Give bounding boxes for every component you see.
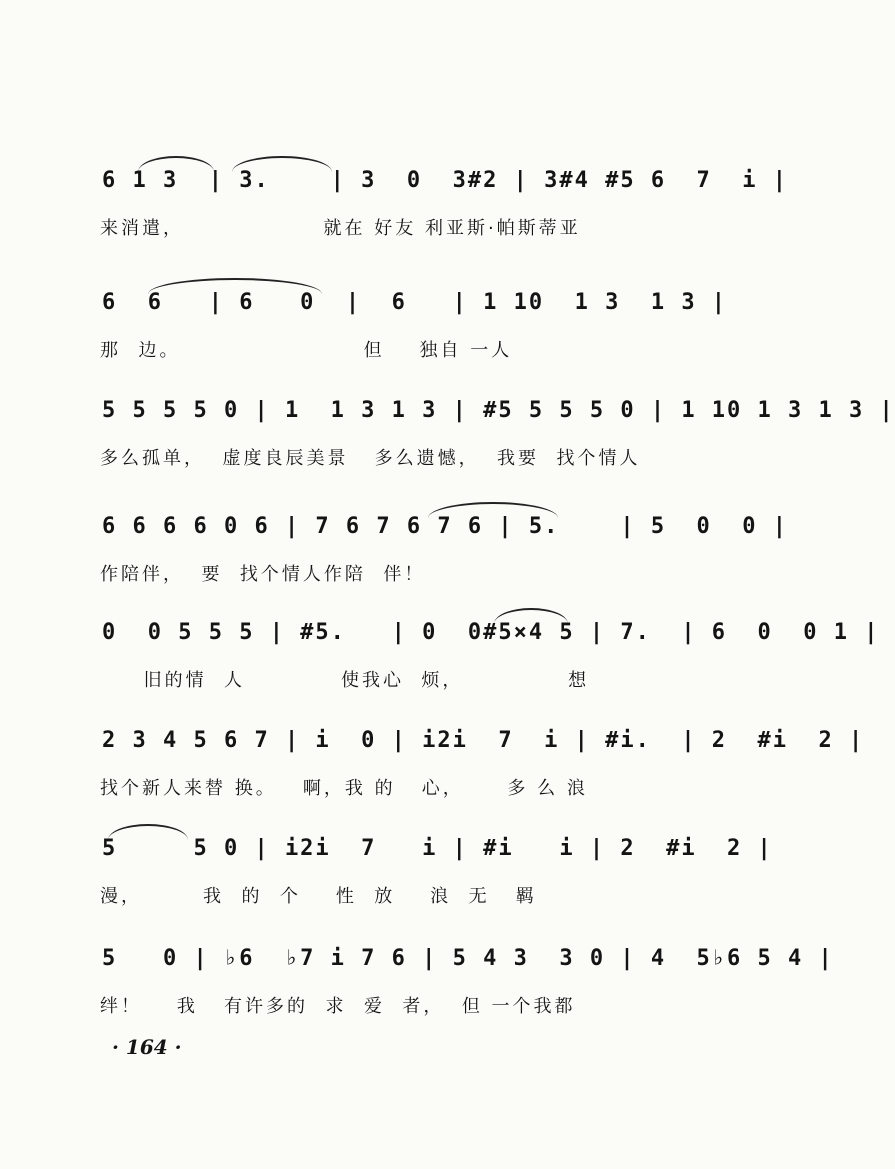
score-line-8 — [98, 946, 834, 1046]
lyrics-line: 绊！ 我 有许多的 求 爱 者， 但 一个我都 — [100, 996, 576, 1017]
score-line-4 — [98, 514, 789, 614]
score-line-1 — [98, 168, 789, 268]
score-line-5 — [98, 620, 880, 720]
page-number: · 164 · — [112, 1035, 182, 1059]
lyrics-line: 多么孤单， 虚度良辰美景 多么遗憾， 我要 找个情人 — [100, 448, 641, 469]
notation-line: 6 1 3 | 3. | 3 0 3#2 | 3#4 #5 6 7 i | — [102, 168, 789, 193]
notation-line: 2 3 4 5 6 7 | i 0 | i2i 7 i | #i. | 2 #i 2 | — [102, 728, 865, 753]
score-line-7 — [98, 836, 773, 936]
notation-line: 5 0 | ♭6 ♭7 i 7 6 | 5 4 3 3 0 | 4 5♭6 5 4 | — [102, 946, 834, 971]
lyrics-line: 那 边。 但 独自 一人 — [100, 340, 513, 361]
lyrics-line: 作陪伴， 要 找个情人作陪 伴！ — [100, 564, 426, 585]
score-line-3 — [98, 398, 895, 498]
lyrics-line: 来消遣， 就在 好友 利亚斯·帕斯蒂亚 — [100, 218, 581, 239]
score-line-2 — [98, 290, 728, 390]
lyrics-line: 漫， 我 的 个 性 放 浪 无 羁 — [100, 886, 537, 907]
lyrics-line: 找个新人来替 换。 啊，我 的 心， 多 么 浪 — [100, 778, 588, 799]
notation-line: 0 0 5 5 5 | #5. | 0 0#5×4 5 | 7. | 6 0 0 1 | — [102, 620, 880, 645]
notation-line: 5 5 0 | i2i 7 i | #i i | 2 #i 2 | — [102, 836, 773, 861]
notation-line: 6 6 | 6 0 | 6 | 1 10 1 3 1 3 | — [102, 290, 728, 315]
lyrics-line: 旧的情 人 使我心 烦， 想 — [100, 670, 590, 691]
score-line-6 — [98, 728, 865, 828]
notation-line: 6 6 6 6 0 6 | 7 6 7 6 7 6 | 5. | 5 0 0 | — [102, 514, 789, 539]
notation-line: 5 5 5 5 0 | 1 1 3 1 3 | #5 5 5 5 0 | 1 10 1 3 1 3 | — [102, 398, 895, 423]
